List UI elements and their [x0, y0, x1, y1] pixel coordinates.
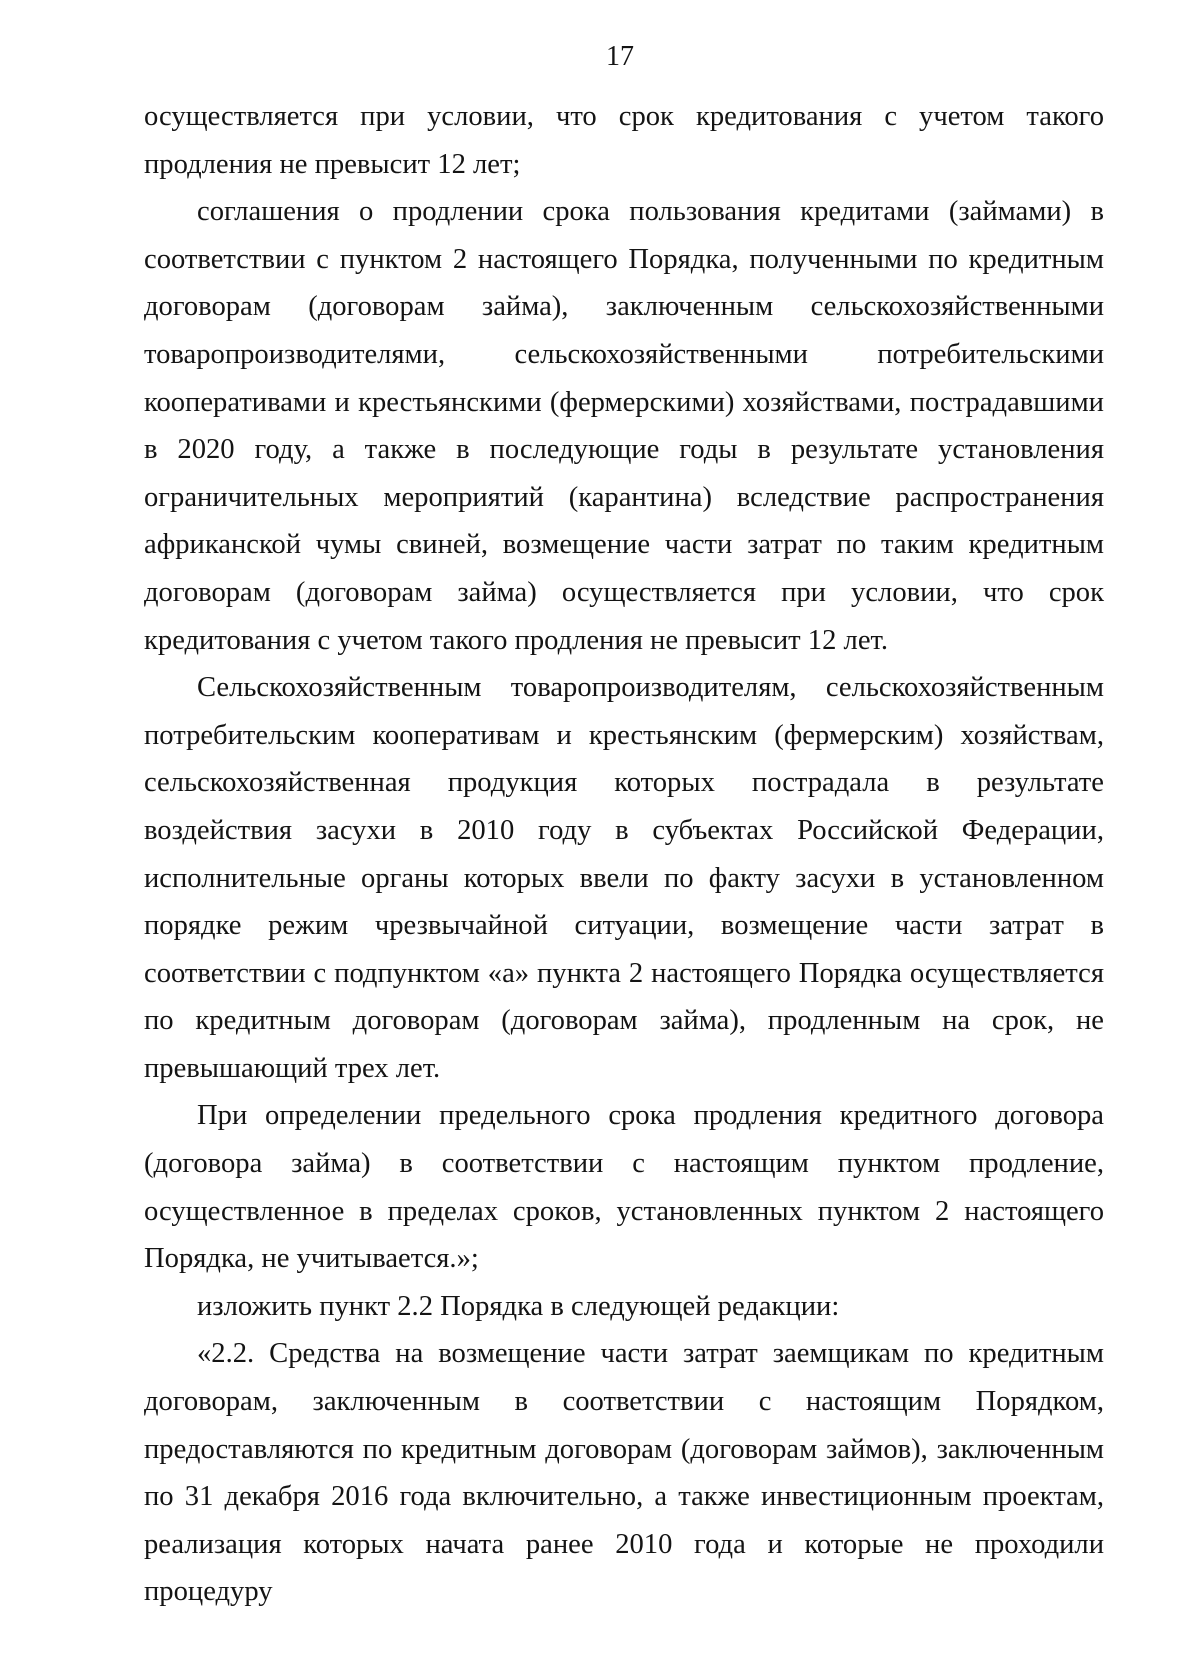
paragraph-loan-extension-asf: соглашения о продлении срока пользования кредитами (займами) в соответствии с пунктом 2 настоящего Порядка, полученными по кредитным договорам (договорам займа), заключенным сельскохозяйственными товаропроизводителями, сельскохозяйственными потребительскими кооперативами и крестьянскими (фермерскими) хозяйствами, пострадавшими в 2020 году, а также в последующие годы в результате установления ограничительных мероприятий (карантина) вследствие распространения африканской чумы свиней, возмещение части затрат по таким кредитным договорам (договорам займа) осуществляется при условии, что срок кредитования с учетом такого продления не превысит 12 лет. — [144, 196, 1104, 656]
document-body — [144, 93, 1104, 1616]
page-number: 17 — [606, 41, 634, 72]
paragraph-continuation: осуществляется при условии, что срок кредитования с учетом такого продления не превысит 12 лет; — [144, 101, 1104, 180]
paragraph-extension-limit: При определении предельного срока продления кредитного договора (договора займа) в соответствии с настоящим пунктом продление, осуществленное в пределах сроков, установленных пунктом 2 настоящего Порядка, не учитывается.»; — [144, 1100, 1104, 1275]
paragraph-drought-2010: Сельскохозяйственным товаропроизводителям, сельскохозяйственным потребительским кооперативам и крестьянским (фермерским) хозяйствам, сельскохозяйственная продукция которых пострадала в результате воздействия засухи в 2010 году в субъектах Российской Федерации, исполнительные органы которых ввели по факту засухи в установленном порядке режим чрезвычайной ситуации, возмещение части затрат в соответствии с подпунктом «а» пункта 2 настоящего Порядка осуществляется по кредитным договорам (договорам займа), продленным на срок, не превышающий трех лет. — [144, 672, 1104, 1084]
paragraph-clause-2-2: «2.2. Средства на возмещение части затрат заемщикам по кредитным договорам, заключенным в соответствии с настоящим Порядком, предоставляются по кредитным договорам (договорам займов), заключенным по 31 декабря 2016 года включительно, а также инвестиционным проектам, реализация которых начата ранее 2010 года и которые не проходили процедуру — [144, 1338, 1104, 1608]
paragraph-amendment-instruction: изложить пункт 2.2 Порядка в следующей редакции: — [197, 1290, 840, 1322]
